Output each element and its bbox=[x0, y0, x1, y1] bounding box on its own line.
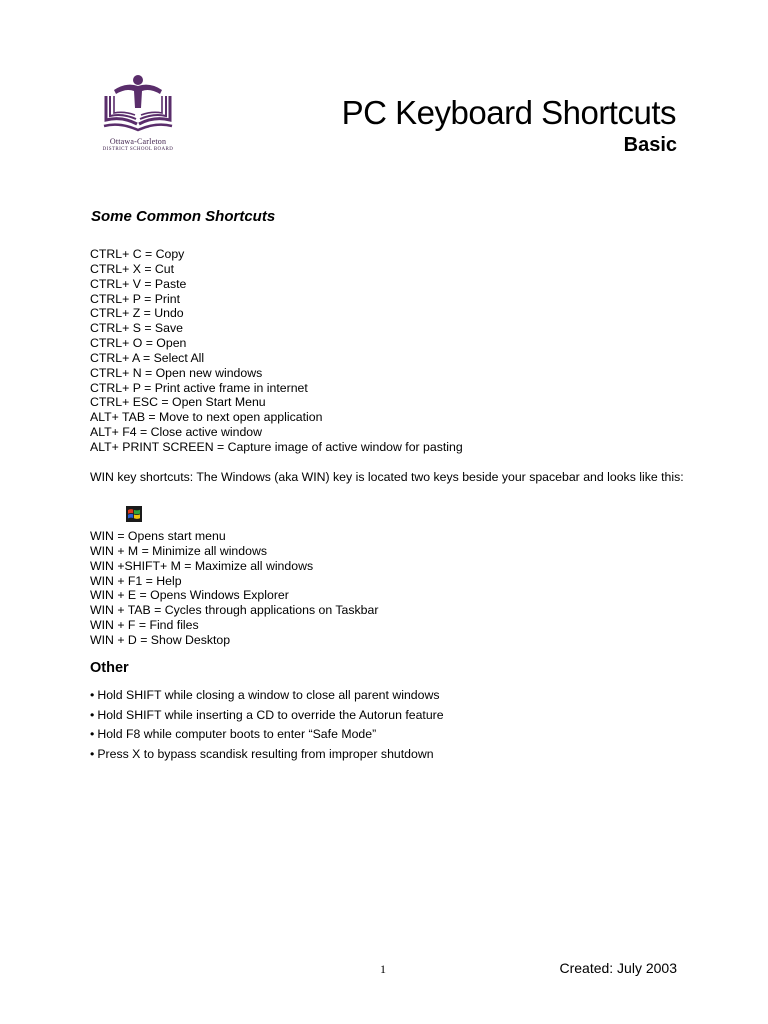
page-number: 1 bbox=[380, 962, 386, 976]
logo-subtext: DISTRICT SCHOOL BOARD bbox=[102, 147, 174, 152]
win-shortcut-item: WIN + TAB = Cycles through applications on Taskbar bbox=[90, 603, 379, 618]
logo-name: Ottawa-Carleton bbox=[109, 137, 167, 146]
win-key-intro: WIN key shortcuts: The Windows (aka WIN) key is located two keys beside your spacebar and looks like this: bbox=[90, 470, 684, 484]
bullet-icon: • bbox=[90, 707, 95, 722]
shortcut-item: CTRL+ N = Open new windows bbox=[90, 365, 263, 380]
shortcut-item: CTRL+ P = Print bbox=[90, 291, 180, 306]
win-shortcut-item: WIN + F = Find files bbox=[90, 618, 199, 633]
win-shortcut-item: WIN + M = Minimize all windows bbox=[90, 543, 267, 558]
shortcut-item: CTRL+ Z = Undo bbox=[90, 306, 184, 321]
bullet-icon: • bbox=[90, 688, 95, 702]
page-subtitle: Basic bbox=[623, 134, 677, 156]
other-tips-list bbox=[90, 686, 444, 764]
bullet-icon: • bbox=[90, 746, 95, 761]
tip-text: Hold SHIFT while inserting a CD to override the Autorun feature bbox=[97, 707, 444, 722]
tip-item bbox=[90, 706, 444, 726]
tip-text: Hold F8 while computer boots to enter “Safe Mode” bbox=[97, 727, 377, 741]
other-heading: Other bbox=[90, 660, 129, 676]
shortcut-item: ALT+ PRINT SCREEN = Capture image of active window for pasting bbox=[90, 439, 463, 454]
school-board-logo bbox=[92, 74, 184, 158]
tip-text: Hold SHIFT while closing a window to close all parent windows bbox=[97, 688, 440, 702]
shortcut-item: CTRL+ V = Paste bbox=[90, 276, 187, 291]
shortcut-item: CTRL+ X = Cut bbox=[90, 261, 175, 276]
tip-item bbox=[90, 686, 444, 706]
shortcut-item: CTRL+ ESC = Open Start Menu bbox=[90, 395, 266, 410]
shortcut-item: CTRL+ S = Save bbox=[90, 321, 183, 336]
shortcut-item: ALT+ F4 = Close active window bbox=[90, 425, 263, 440]
win-shortcut-item: WIN + F1 = Help bbox=[90, 573, 182, 588]
win-shortcut-item: WIN = Opens start menu bbox=[90, 529, 226, 543]
bullet-icon: • bbox=[90, 727, 95, 741]
shortcut-item: CTRL+ C = Copy bbox=[90, 247, 185, 261]
shortcut-item: CTRL+ A = Select All bbox=[90, 350, 205, 365]
created-date: Created: July 2003 bbox=[559, 960, 677, 976]
tip-item bbox=[90, 725, 444, 745]
tip-text: Press X to bypass scandisk resulting from improper shutdown bbox=[97, 746, 434, 761]
shortcut-item: CTRL+ O = Open bbox=[90, 336, 187, 351]
win-shortcut-item: WIN + D = Show Desktop bbox=[90, 632, 231, 647]
win-shortcut-item: WIN +SHIFT+ M = Maximize all windows bbox=[90, 558, 314, 573]
win-shortcuts-list bbox=[90, 529, 378, 648]
windows-logo-icon bbox=[126, 506, 142, 522]
page-title: PC Keyboard Shortcuts bbox=[341, 94, 676, 131]
shortcut-item: ALT+ TAB = Move to next open application bbox=[90, 410, 323, 425]
win-shortcut-item: WIN + E = Opens Windows Explorer bbox=[90, 588, 289, 603]
book-figure-icon bbox=[100, 74, 176, 136]
tip-item bbox=[90, 745, 444, 765]
shortcut-item: CTRL+ P = Print active frame in internet bbox=[90, 380, 308, 395]
common-shortcuts-list bbox=[90, 247, 463, 455]
common-shortcuts-heading: Some Common Shortcuts bbox=[91, 208, 276, 225]
